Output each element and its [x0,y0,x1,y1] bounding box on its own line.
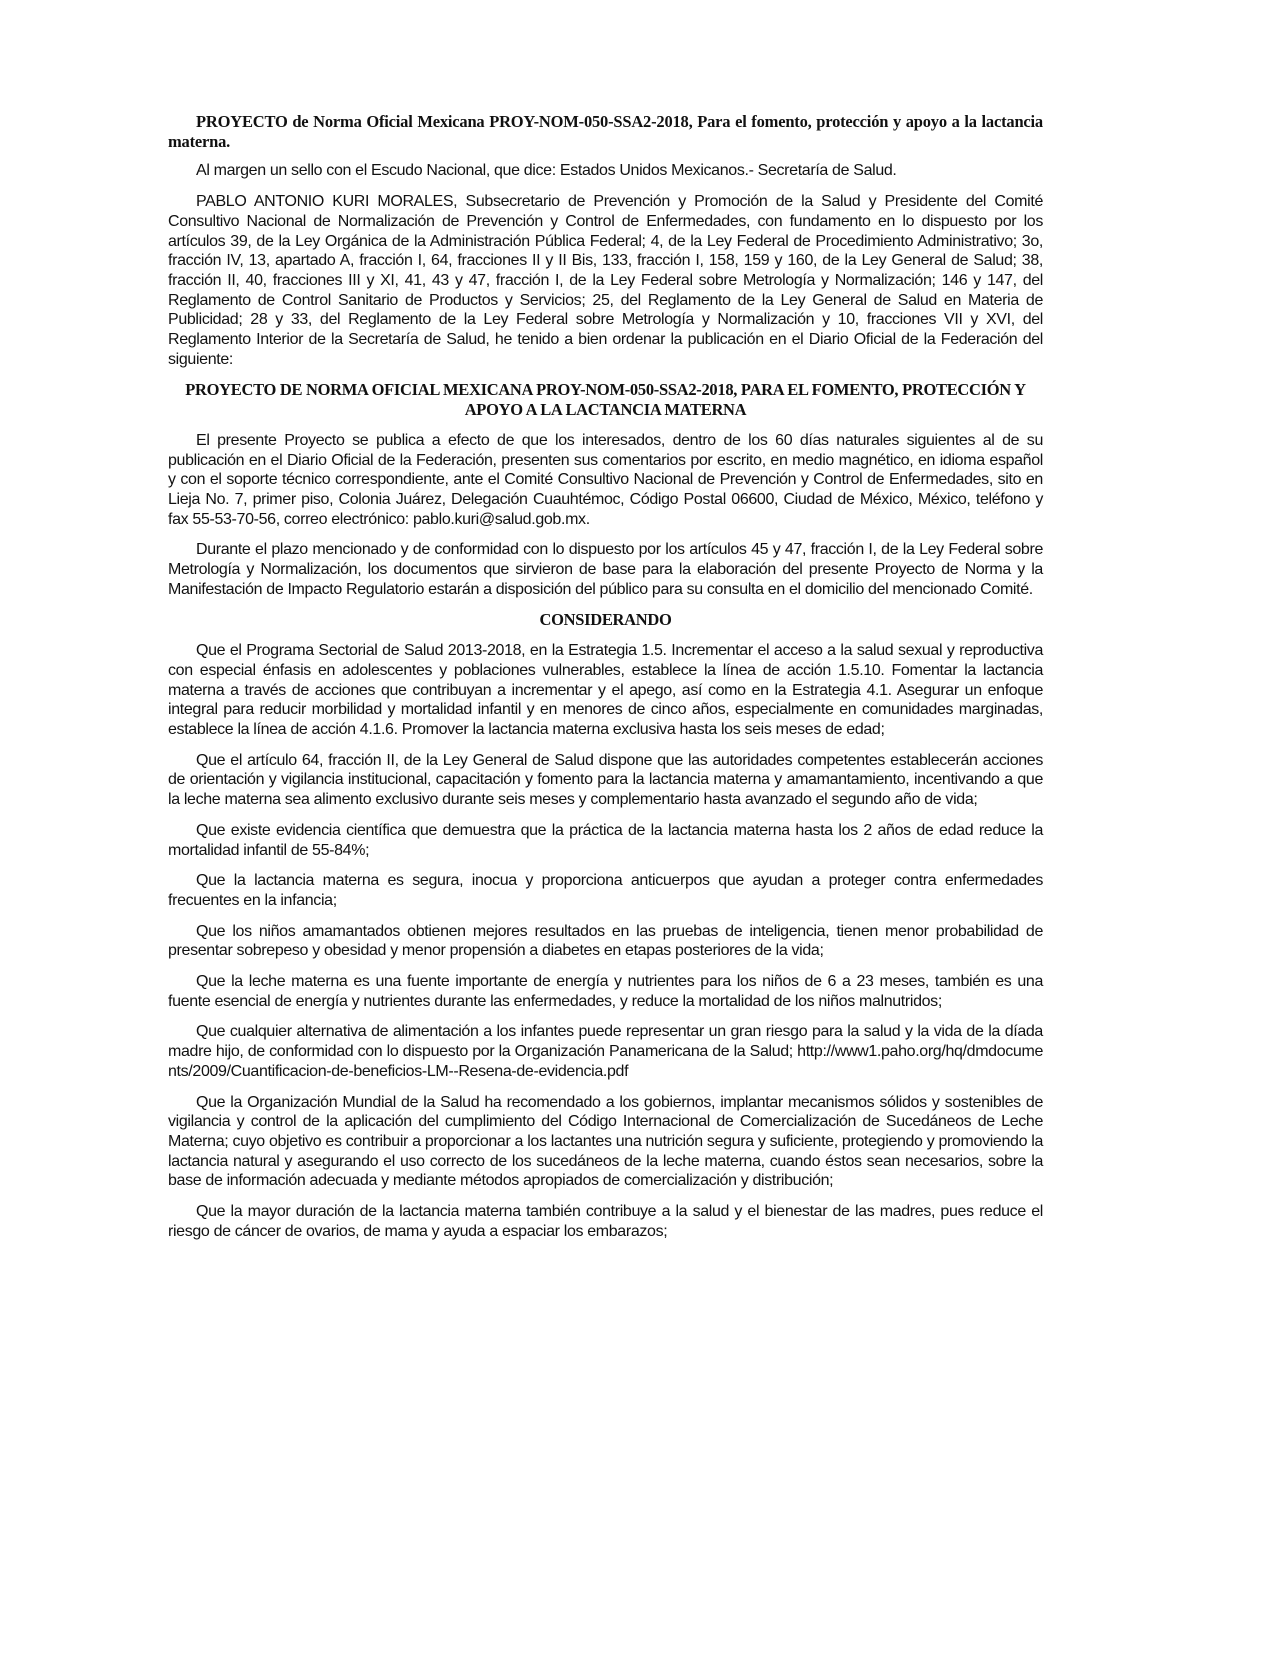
norm-heading: PROYECTO DE NORMA OFICIAL MEXICANA PROY-NOM-050-SSA2-2018, PARA EL FOMENTO, PROTECCIÓN Y APOYO A LA LACTANCIA MATERNA [185,380,1026,420]
considerando-paragraph: Que la lactancia materna es segura, inocua y proporciona anticuerpos que ayudan a proteger contra enfermedades frecuentes en la infancia; [168,872,1043,909]
considerando-paragraph: Que el Programa Sectorial de Salud 2013-2018, en la Estrategia 1.5. Incrementar el acceso a la salud sexual y reproductiva con especial énfasis en adolescentes y poblaciones vulnerables, establece la línea de acción 1.5.10. Fomentar la lactancia materna a través de acciones que contribuyan a incrementar y el apego, así como en la Estrategia 4.1. Asegurar un enfoque integral para reducir morbilidad y mortalidad infantil y en menores de cinco años, especialmente en comunidades marginadas, establece la línea de acción 4.1.6. Promover la lactancia materna exclusiva hasta los seis meses de edad; [168,642,1043,738]
seal-paragraph: Al margen un sello con el Escudo Nacional, que dice: Estados Unidos Mexicanos.- Secretaría de Salud. [196,162,897,180]
considerando-paragraph: Que la mayor duración de la lactancia materna también contribuye a la salud y el bienestar de las madres, pues reduce el riesgo de cáncer de ovarios, de mama y ayuda a espaciar los embarazos; [168,1203,1043,1240]
intro-paragraph: Durante el plazo mencionado y de conformidad con lo dispuesto por los artículos 45 y 47, fracción I, de la Ley Federal sobre Metrología y Normalización, los documentos que sirvieron de base para la elaboración del presente Proyecto de Norma y la Manifestación de Impacto Regulatorio estarán a disposición del público para su consulta en el domicilio del mencionado Comité. [168,541,1043,598]
considerando-paragraph: Que los niños amamantados obtienen mejores resultados en las pruebas de inteligencia, tienen menor probabilidad de presentar sobrepeso y obesidad y menor propensión a diabetes en etapas posteriores de la vida; [168,922,1043,960]
considerando-paragraph: Que cualquier alternativa de alimentación a los infantes puede representar un gran riesgo para la salud y la vida de la díada madre hijo, de conformidad con lo dispuesto por la Organización Panamericana de la Salud; http://www1.paho.org/hq/dmdocuments/2009/Cuantificacion-de-beneficios-LM--Resena-de-evidencia.pdf [168,1023,1043,1080]
considerando-paragraph: Que la Organización Mundial de la Salud ha recomendado a los gobiernos, implantar mecanismos sólidos y sostenibles de vigilancia y control de la aplicación del cumplimiento del Código Internacional de Comercialización de Sucedáneos de Leche Materna; cuyo objetivo es contribuir a proporcionar a los lactantes una nutrición segura y suficiente, protegiendo y promoviendo la lactancia natural y asegurando el uso correcto de los sucedáneos de la leche materna, cuando éstos sean necesarios, sobre la base de información adecuada y mediante métodos apropiados de comercialización y distribución; [168,1093,1043,1190]
considerando-paragraph: Que la leche materna es una fuente importante de energía y nutrientes para los niños de 6 a 23 meses, también es una fuente esencial de energía y nutrientes durante las enfermedades, y reduce la mortalidad de los niños malnutridos; [168,973,1043,1010]
document-title: PROYECTO de Norma Oficial Mexicana PROY-NOM-050-SSA2-2018, Para el fomento, protección y apoyo a la lactancia materna. [168,112,1043,151]
document-page [168,112,1043,1252]
considerando-paragraph: Que el artículo 64, fracción II, de la Ley General de Salud dispone que las autoridades competentes establecerán acciones de orientación y vigilancia institucional, capacitación y fomento para la lactancia materna y amamantamiento, incentivando a que la leche materna sea alimento exclusivo durante seis meses y complementario hasta avanzado el segundo año de vida; [168,751,1043,809]
considerando-heading: CONSIDERANDO [539,610,672,630]
considerando-paragraph: Que existe evidencia científica que demuestra que la práctica de la lactancia materna hasta los 2 años de edad reduce la mortalidad infantil de 55-84%; [168,821,1043,859]
intro-paragraph: El presente Proyecto se publica a efecto de que los interesados, dentro de los 60 días naturales siguientes al de su publicación en el Diario Oficial de la Federación, presenten sus comentarios por escrito, en medio magnético, en idioma español y con el soporte técnico correspondiente, ante el Comité Consultivo Nacional de Prevención y Control de Enfermedades, sito en Lieja No. 7, primer piso, Colonia Juárez, Delegación Cuauhtémoc, Código Postal 06600, Ciudad de México, México, teléfono y fax 55-53-70-56, correo electrónico: pablo.kuri@salud.gob.mx. [168,431,1043,528]
preamble-paragraph: PABLO ANTONIO KURI MORALES, Subsecretario de Prevención y Promoción de la Salud y Presidente del Comité Consultivo Nacional de Normalización de Prevención y Control de Enfermedades, con fundamento en lo dispuesto por los artículos 39, de la Ley Orgánica de la Administración Pública Federal; 4, de la Ley Federal de Procedimiento Administrativo; 3o, fracción IV, 13, apartado A, fracción I, 64, fracciones II y II Bis, 133, fracción I, 158, 159 y 160, de la Ley General de Salud; 38, fracción II, 40, fracciones III y XI, 41, 43 y 47, fracción I, de la Ley Federal sobre Metrología y Normalización; 146 y 147, del Reglamento de Control Sanitario de Productos y Servicios; 25, del Reglamento de la Ley General de Salud en Materia de Publicidad; 28 y 33, del Reglamento de la Ley Federal sobre Metrología y Normalización y 10, fracciones VII y XVI, del Reglamento Interior de la Secretaría de Salud, he tenido a bien ordenar la publicación en el Diario Oficial de la Federación del siguiente: [168,193,1043,368]
